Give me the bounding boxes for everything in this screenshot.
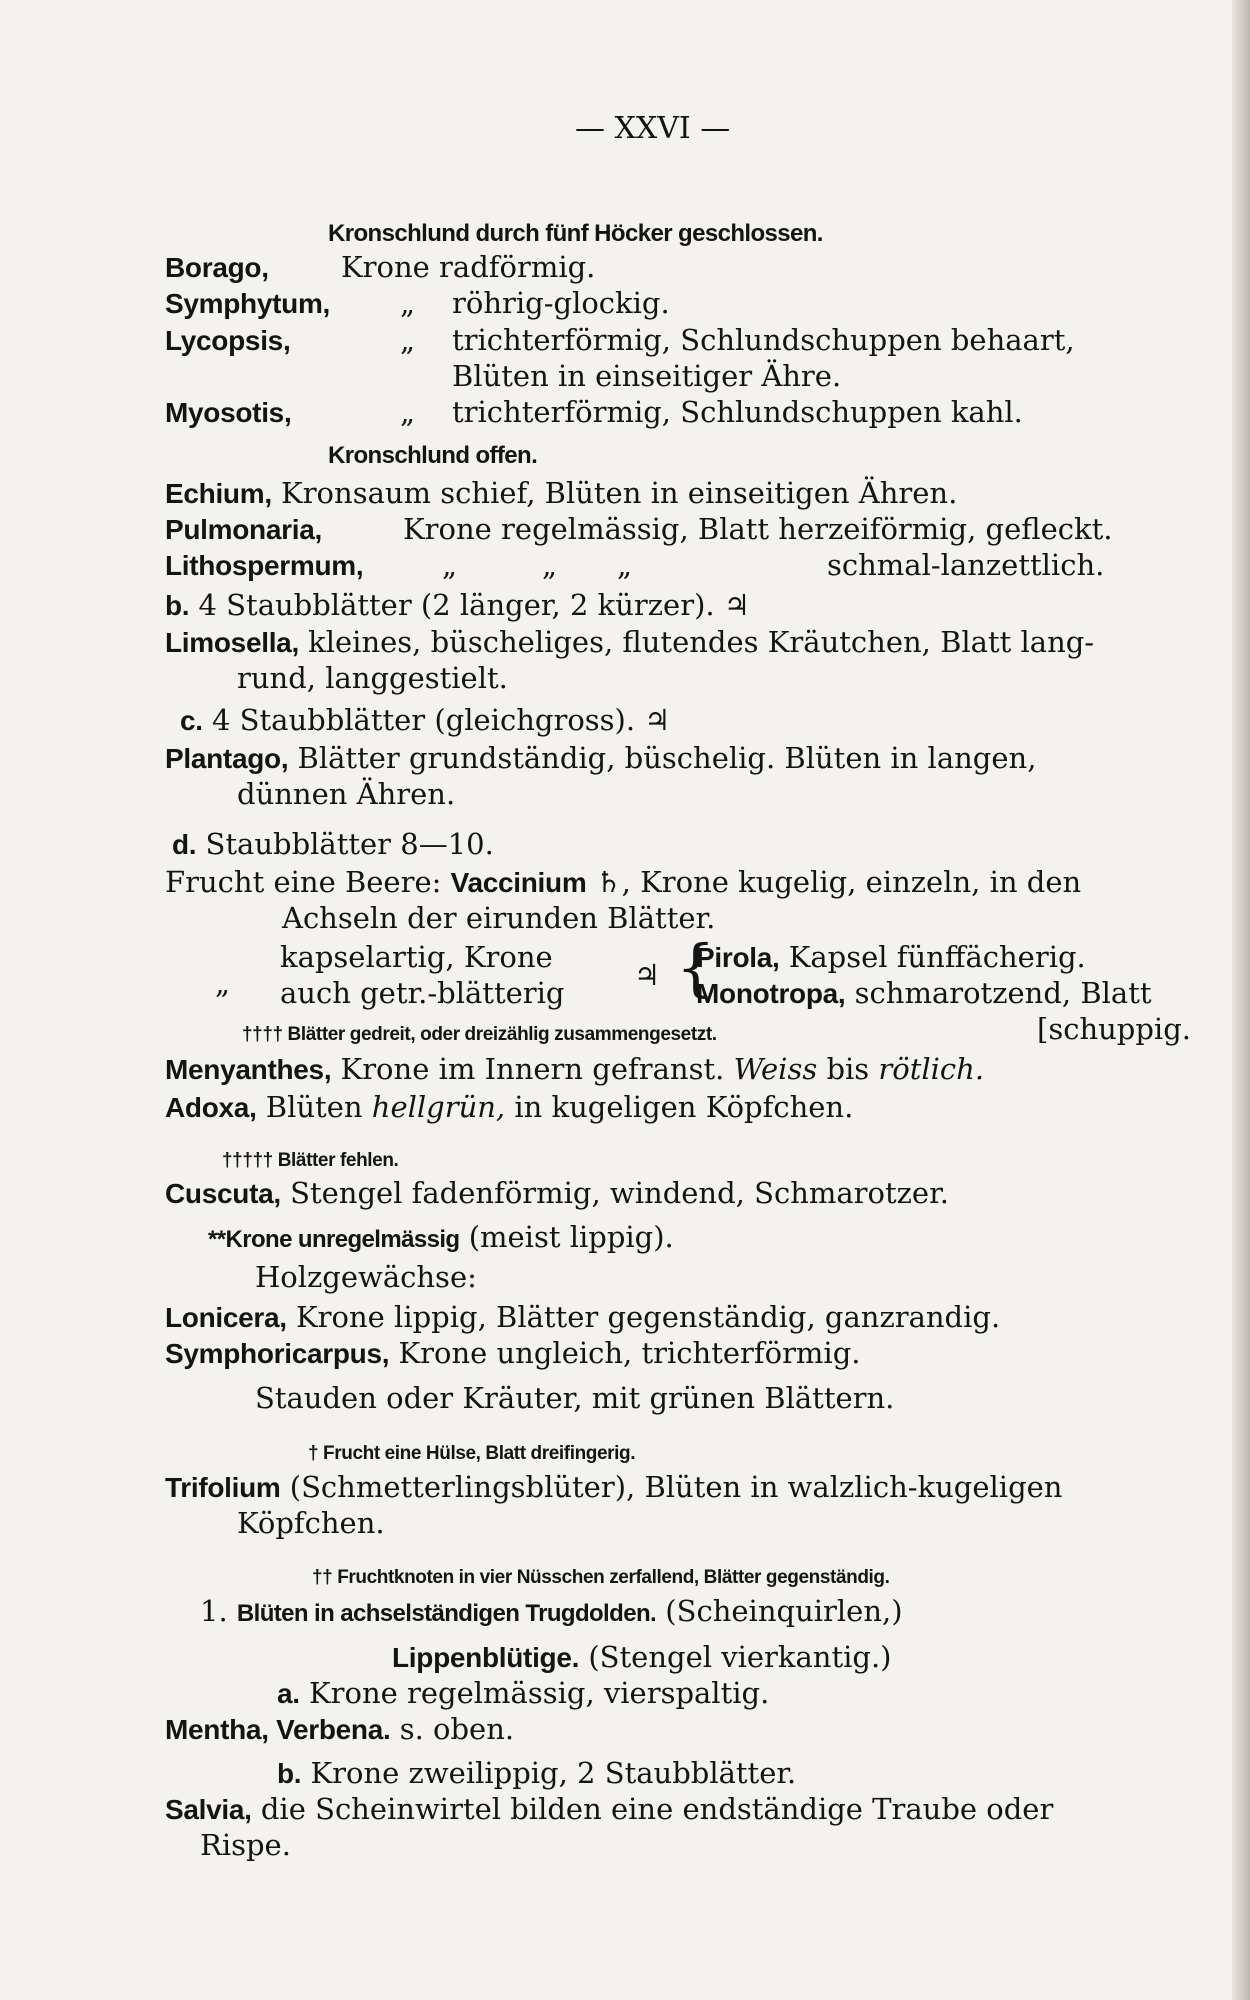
runover-word: [schuppig. <box>1037 1012 1191 1046</box>
entry-adoxa: Adoxa, Blüten hellgrün, in kugeligen Köpfchen. <box>165 1090 854 1124</box>
entry-plantago: Plantago, Blätter grundständig, büschelig. Blüten in langen, <box>165 741 1037 775</box>
entry-trifolium: Trifolium (Schmetterlingsblüter), Blüten in walzlich-kugeligen <box>165 1470 1063 1504</box>
brace-icon: { <box>676 931 716 1004</box>
capsule-line-1: kapselartig, Krone <box>280 940 553 974</box>
entry-vaccinium: Frucht eine Beere: Vaccinium ♄, Krone kugelig, einzeln, in den <box>165 865 1082 899</box>
page-number: — XXVI — <box>575 111 731 146</box>
capsule-line-2: auch getr.-blätterig <box>280 976 565 1010</box>
section-heading: **Krone unregelmässig (meist lippig). <box>208 1220 674 1254</box>
entry-pirola: Pirola, Kapsel fünffächerig. <box>696 940 1086 974</box>
entry-symphytum: Symphytum, „ röhrig-glockig. <box>165 286 670 320</box>
section-heading: Kronschlund durch fünf Höcker geschlossen. <box>328 220 823 247</box>
group-heading: Stauden oder Kräuter, mit grünen Blättern. <box>255 1381 895 1415</box>
family-heading: Lippenblütige. (Stengel vierkantig.) <box>392 1640 892 1674</box>
numbered-heading: 1. Blüten in achselständigen Trugdolden. (Scheinquirlen,) <box>200 1594 903 1628</box>
entry-lycopsis-cont: Blüten in einseitiger Ähre. <box>452 359 842 393</box>
entry-vaccinium-cont: Achseln der eirunden Blätter. <box>282 901 716 935</box>
entry-trifolium-cont: Köpfchen. <box>237 1506 385 1540</box>
ditto-mark: „ <box>215 966 231 1000</box>
entry-cuscuta: Cuscuta, Stengel fadenförmig, windend, Schmarotzer. <box>165 1176 949 1210</box>
section-heading: †† Fruchtknoten in vier Nüsschen zerfallend, Blätter gegenständig. <box>312 1567 890 1588</box>
entry-symphoricarpus: Symphoricarpus, Krone ungleich, trichterförmig. <box>165 1336 861 1370</box>
entry-myosotis: Myosotis, „ trichterförmig, Schlundschuppen kahl. <box>165 395 1023 429</box>
perennial-symbol: ♃ <box>634 958 660 992</box>
entry-monotropa: Monotropa, schmarotzend, Blatt <box>696 976 1152 1010</box>
entry-lonicera: Lonicera, Krone lippig, Blätter gegenständig, ganzrandig. <box>165 1300 1001 1334</box>
entry-limosella-cont: rund, langgestielt. <box>237 661 508 695</box>
entry-mentha: Mentha, Verbena. s. oben. <box>165 1712 515 1746</box>
section-heading: †††† Blätter gedreit, oder dreizählig zusammengesetzt. <box>242 1024 717 1045</box>
subsection-d: d. Staubblätter 8—10. <box>172 827 494 861</box>
entry-menyanthes: Menyanthes, Krone im Innern gefranst. Weiss bis rötlich. <box>165 1052 985 1086</box>
entry-borago: Borago, Krone radförmig. <box>165 250 596 284</box>
entry-plantago-cont: dünnen Ähren. <box>237 777 456 811</box>
entry-pulmonaria: Pulmonaria, Krone regelmässig, Blatt herzeiförmig, gefleckt. <box>165 512 1113 546</box>
entry-salvia-cont: Rispe. <box>200 1828 291 1862</box>
subsection-b2: b. Krone zweilippig, 2 Staubblätter. <box>277 1756 797 1790</box>
subsection-b: b. 4 Staubblätter (2 länger, 2 kürzer). ♃ <box>165 588 750 622</box>
group-heading: Holzgewächse: <box>255 1260 477 1294</box>
entry-echium: Echium, Kronsaum schief, Blüten in einseitigen Ähren. <box>165 476 958 510</box>
subsection-a: a. Krone regelmässig, vierspaltig. <box>277 1676 770 1710</box>
section-heading: † Frucht eine Hülse, Blatt dreifingerig. <box>308 1443 636 1464</box>
page-edge-shadow <box>1232 0 1250 2000</box>
section-heading: ††††† Blätter fehlen. <box>222 1150 399 1171</box>
section-heading: Kronschlund offen. <box>328 442 538 469</box>
entry-salvia: Salvia, die Scheinwirtel bilden eine endständige Traube oder <box>165 1792 1054 1826</box>
entry-lycopsis: Lycopsis, „ trichterförmig, Schlundschuppen behaart, <box>165 323 1075 357</box>
subsection-c: c. 4 Staubblätter (gleichgross). ♃ <box>180 703 671 737</box>
entry-lithospermum: Lithospermum, „ „ „ schmal-lanzettlich. <box>165 548 1105 582</box>
entry-limosella: Limosella, kleines, büscheliges, flutendes Kräutchen, Blatt lang- <box>165 625 1095 659</box>
